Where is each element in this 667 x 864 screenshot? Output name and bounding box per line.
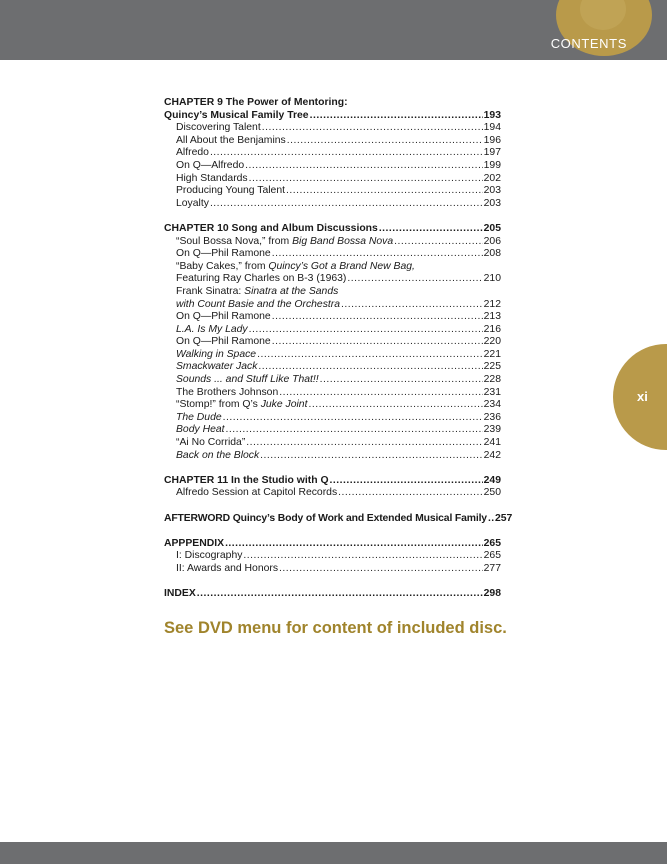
section-label: CONTENTS xyxy=(550,36,627,51)
dot-leader xyxy=(279,387,482,400)
toc-entry[interactable]: AFTERWORD Quincy’s Body of Work and Extended Musical Family . . . 257 xyxy=(164,513,501,526)
footer-band xyxy=(0,842,667,864)
toc-entry[interactable]: Loyalty . . . 203 xyxy=(164,198,501,211)
chapter-10-block xyxy=(164,223,501,462)
toc-entry[interactable]: On Q—Alfredo . . . 199 xyxy=(164,160,501,173)
toc-entry[interactable]: Alfredo Session at Capitol Records . . . 250 xyxy=(164,487,501,500)
dot-leader xyxy=(197,588,483,601)
dot-leader xyxy=(287,135,483,148)
dot-leader xyxy=(338,487,483,500)
dot-leader xyxy=(310,110,483,123)
dot-leader xyxy=(243,550,482,563)
dot-leader xyxy=(272,336,483,349)
toc-entry[interactable]: Quincy’s Musical Family Tree . . . 193 xyxy=(164,110,501,123)
toc-entry[interactable]: I: Discography . . . 265 xyxy=(164,550,501,563)
page-number: xi xyxy=(637,389,648,404)
toc-entry[interactable]: The Dude . . . 236 xyxy=(164,412,501,425)
dot-leader xyxy=(379,223,483,236)
appendix-block xyxy=(164,538,501,576)
dot-leader xyxy=(223,412,483,425)
toc-entry[interactable]: L.A. Is My Lady . . . 216 xyxy=(164,324,501,337)
index-block xyxy=(164,588,501,601)
dot-leader xyxy=(320,374,483,387)
toc-entry[interactable]: Body Heat . . . 239 xyxy=(164,424,501,437)
dot-leader xyxy=(279,563,483,576)
chapter-9-block xyxy=(164,97,501,210)
dot-leader xyxy=(249,324,483,337)
header-band xyxy=(0,0,667,60)
toc-entry[interactable]: Back on the Block . . . 242 xyxy=(164,450,501,463)
toc-entry[interactable]: All About the Benjamins . . . 196 xyxy=(164,135,501,148)
dot-leader xyxy=(245,160,483,173)
table-of-contents xyxy=(164,97,513,613)
dot-leader xyxy=(262,122,483,135)
dot-leader xyxy=(210,147,483,160)
dot-leader xyxy=(225,538,483,551)
toc-entry[interactable]: Producing Young Talent . . . 203 xyxy=(164,185,501,198)
toc-entry[interactable]: Sounds ... and Stuff Like That!! . . . 228 xyxy=(164,374,501,387)
dot-leader xyxy=(286,185,483,198)
dot-leader xyxy=(260,450,482,463)
toc-entry[interactable]: “Stomp!” from Q’s Juke Joint . . . 234 xyxy=(164,399,501,412)
toc-entry[interactable]: Walking in Space . . . 221 xyxy=(164,349,501,362)
dot-leader xyxy=(249,173,483,186)
toc-entry[interactable]: Alfredo . . . 197 xyxy=(164,147,501,160)
dot-leader xyxy=(347,273,482,286)
dot-leader xyxy=(258,361,482,374)
toc-entry[interactable]: High Standards . . . 202 xyxy=(164,173,501,186)
toc-entry[interactable]: On Q—Phil Ramone . . . 213 xyxy=(164,311,501,324)
toc-entry[interactable]: II: Awards and Honors . . . 277 xyxy=(164,563,501,576)
toc-entry[interactable]: “Ai No Corrida” . . . 241 xyxy=(164,437,501,450)
dot-leader xyxy=(341,299,483,312)
toc-entry[interactable]: On Q—Phil Ramone . . . 220 xyxy=(164,336,501,349)
dvd-note: See DVD menu for content of included disc. xyxy=(164,619,507,637)
chapter-heading: CHAPTER 9 The Power of Mentoring: xyxy=(164,97,348,108)
dot-leader xyxy=(330,475,483,488)
toc-entry-line: Frank Sinatra: Sinatra at the Sands xyxy=(176,285,339,297)
toc-entry[interactable]: APPPENDIX . . . 265 xyxy=(164,538,501,551)
dot-leader xyxy=(257,349,483,362)
dot-leader xyxy=(226,424,483,437)
toc-entry-line: “Baby Cakes,” from Quincy’s Got a Brand New Bag, xyxy=(176,260,415,272)
dot-leader xyxy=(394,236,482,249)
dot-leader xyxy=(210,198,483,211)
toc-entry[interactable]: The Brothers Johnson . . . 231 xyxy=(164,387,501,400)
toc-entry[interactable]: Featuring Ray Charles on B-3 (1963) . . . 210 xyxy=(164,273,501,286)
toc-entry[interactable]: On Q—Phil Ramone . . . 208 xyxy=(164,248,501,261)
toc-entry[interactable]: with Count Basie and the Orchestra . . . 212 xyxy=(164,299,501,312)
page-number-tab xyxy=(613,344,667,450)
q-logo-counter xyxy=(580,0,626,30)
dot-leader xyxy=(488,513,494,526)
afterword-block xyxy=(164,512,513,526)
toc-entry[interactable]: CHAPTER 10 Song and Album Discussions . . . 205 xyxy=(164,223,501,236)
toc-entry[interactable]: Smackwater Jack . . . 225 xyxy=(164,361,501,374)
dot-leader xyxy=(272,311,483,324)
dot-leader xyxy=(308,399,482,412)
toc-entry[interactable]: Discovering Talent . . . 194 xyxy=(164,122,501,135)
dot-leader xyxy=(246,437,482,450)
chapter-11-block xyxy=(164,475,501,500)
toc-entry[interactable]: INDEX . . . 298 xyxy=(164,588,501,601)
toc-entry[interactable]: CHAPTER 11 In the Studio with Q . . . 249 xyxy=(164,475,501,488)
dot-leader xyxy=(272,248,483,261)
toc-entry[interactable]: “Soul Bossa Nova,” from Big Band Bossa Nova . . . 206 xyxy=(164,236,501,249)
